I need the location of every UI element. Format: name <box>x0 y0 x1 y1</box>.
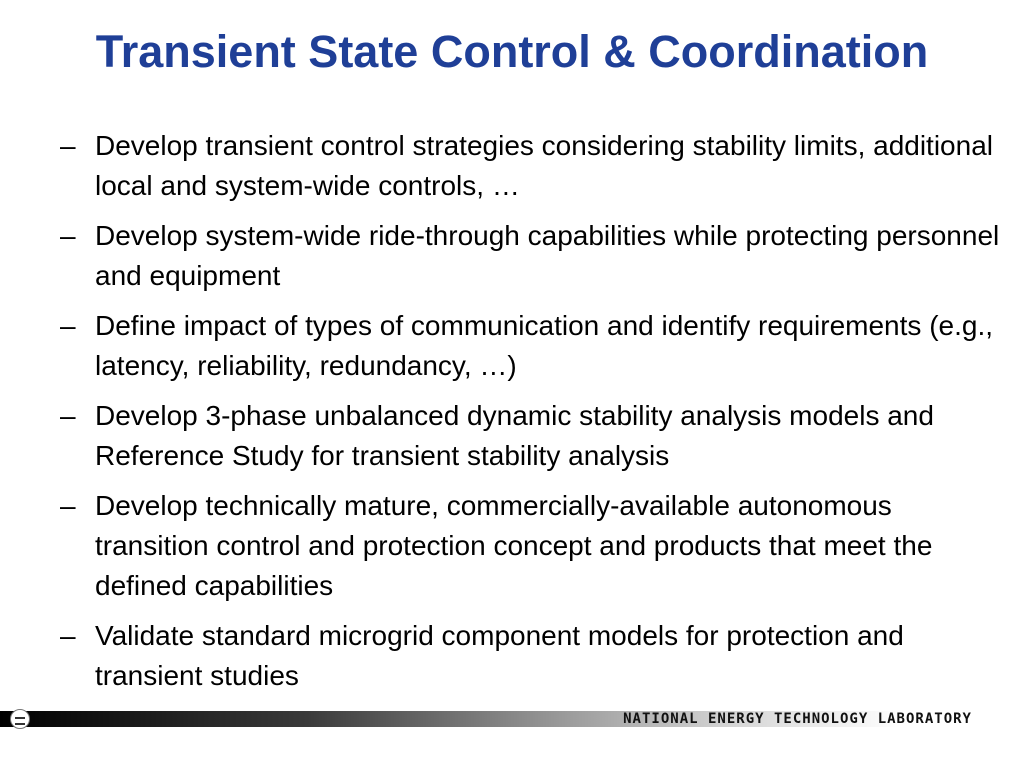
bullet-text: Validate standard microgrid component models for protection and transient studies <box>95 620 904 691</box>
bullet-text: Develop transient control strategies considering stability limits, additional local and system-wide controls, … <box>95 130 993 201</box>
footer-organization: NATIONAL ENERGY TECHNOLOGY LABORATORY <box>623 711 972 727</box>
bullet-marker: – <box>60 130 76 161</box>
bullet-list <box>60 126 1010 706</box>
bullet-marker: – <box>60 310 76 341</box>
bullet-marker: – <box>60 400 76 431</box>
bullet-marker: – <box>60 490 76 521</box>
bullet-marker: – <box>60 220 76 251</box>
bullet-text: Develop 3-phase unbalanced dynamic stability analysis models and Reference Study for transient stability analysis <box>95 400 934 471</box>
bullet-item <box>60 486 1010 606</box>
bullet-item <box>60 126 1010 206</box>
bullet-text: Define impact of types of communication and identify requirements (e.g., latency, reliability, redundancy, …) <box>95 310 993 381</box>
bullet-item <box>60 216 1010 296</box>
doe-seal-icon <box>10 709 30 729</box>
slide-title: Transient State Control & Coordination <box>95 26 929 77</box>
bullet-item <box>60 616 1010 696</box>
bullet-text: Develop technically mature, commercially-available autonomous transition control and protection concept and products that meet the defined capabilities <box>95 490 933 601</box>
bullet-item <box>60 306 1010 386</box>
seal-mark <box>15 717 25 725</box>
bullet-item <box>60 396 1010 476</box>
bullet-marker: – <box>60 620 76 651</box>
bullet-text: Develop system-wide ride-through capabilities while protecting personnel and equipment <box>95 220 1000 291</box>
